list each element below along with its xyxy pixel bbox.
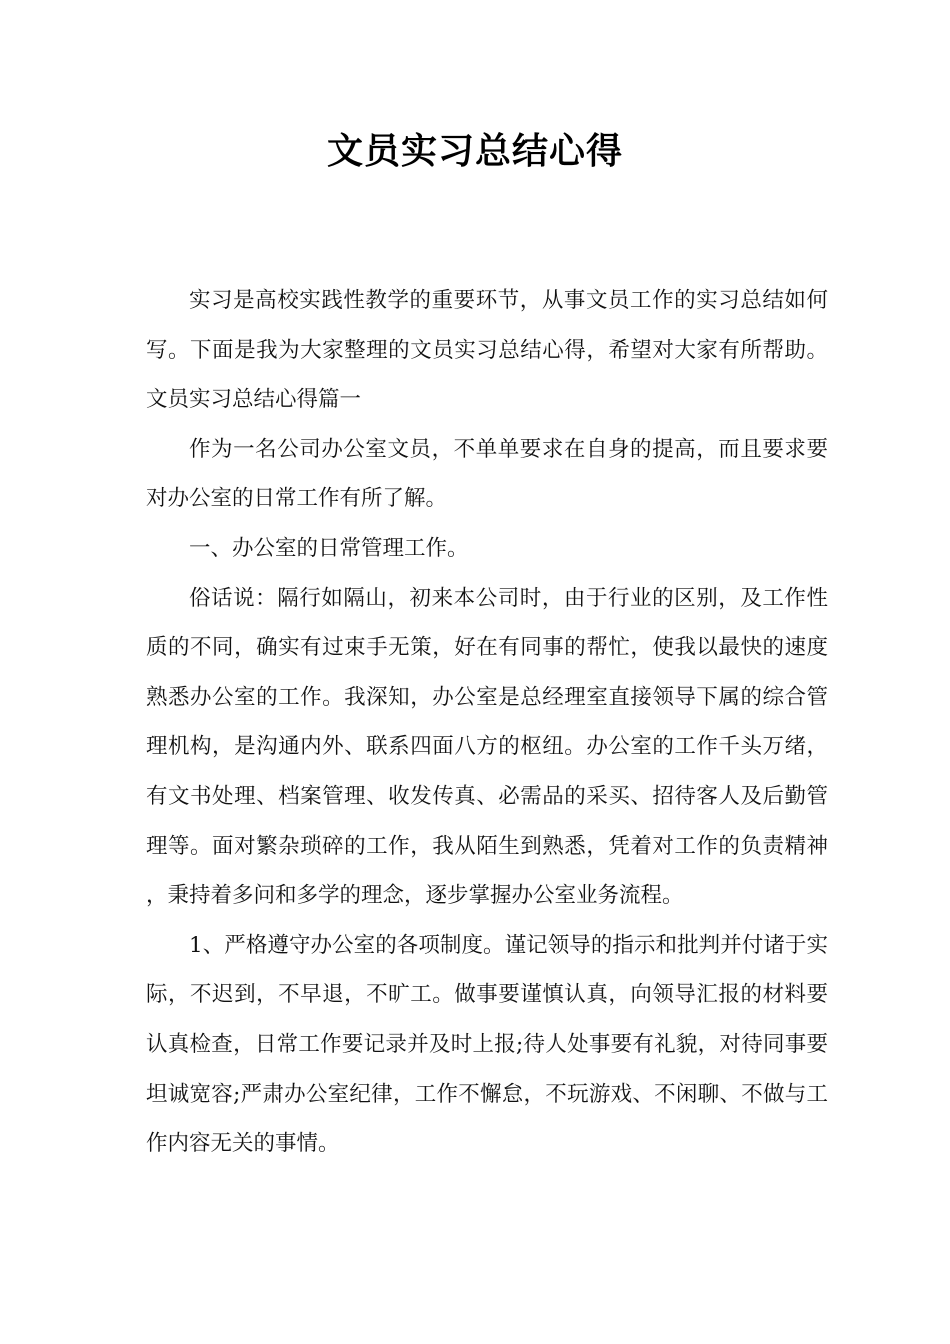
paragraph-daily-work: 俗话说：隔行如隔山，初来本公司时，由于行业的区别，及工作性质的不同，确实有过束手无策，好在有同事的帮忙，使我以最快的速度熟悉办公室的工作。我深知，办公室是总经理室直接领导下属的综合管理机构，是沟通内外、联系四面八方的枢纽。办公室的工作千头万绪，有文书处理、档案管理、收发传真、必需品的采买、招待客人及后勤管理等。面对繁杂琐碎的工作，我从陌生到熟悉，凭着对工作的负责精神，秉持着多问和多学的理念，逐步掌握办公室业务流程。	[146, 585, 828, 909]
paragraph-intro: 实习是高校实践性教学的重要环节，从事文员工作的实习总结如何写。下面是我为大家整理的文员实习总结心得，希望对大家有所帮助。 文员实习总结心得篇一	[146, 288, 828, 413]
paragraph-role: 作为一名公司办公室文员，不单单要求在自身的提高，而且要求要对办公室的日常工作有所了解。	[146, 436, 828, 512]
document-title: 文员实习总结心得	[326, 131, 623, 172]
section-heading: 一、办公室的日常管理工作。	[189, 535, 469, 561]
paragraph-rules: 1、严格遵守办公室的各项制度。谨记领导的指示和批判并付诸于实际，不迟到，不早退，不旷工。做事要谨慎认真，向领导汇报的材料要认真检查，日常工作要记录并及时上报;待人处事要有礼貌，对待同事要坦诚宽容;严肃办公室纪律，工作不懈怠，不玩游戏、不闲聊、不做与工作内容无关的事情。	[146, 932, 828, 1157]
document-body	[146, 276, 828, 1169]
